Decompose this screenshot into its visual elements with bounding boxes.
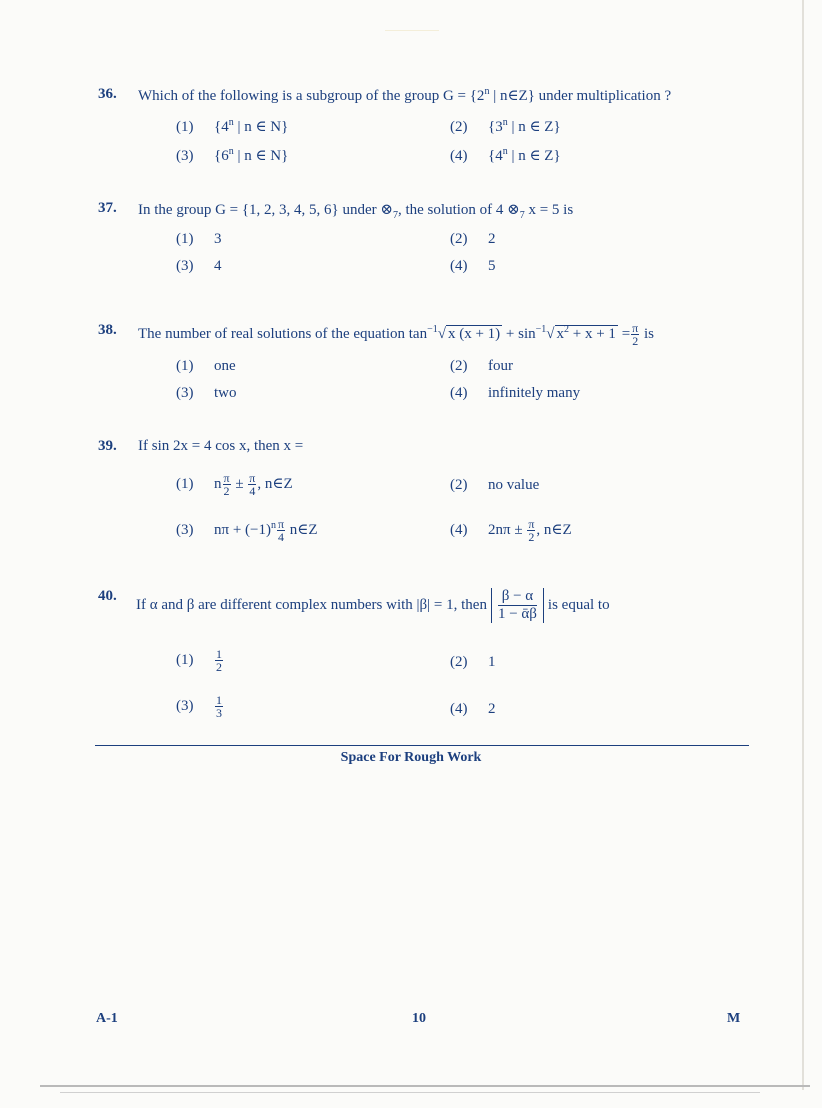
question-number: 39. bbox=[98, 438, 117, 454]
question-text: In the group G = {1, 2, 3, 4, 5, 6} under $\otimes_7$, the solution of 4 $\otimes_7$ x = 5 is bbox=[138, 202, 574, 221]
question-number: 37. bbox=[98, 200, 117, 216]
abs-fraction: $\frac{\beta - \alpha}{\text{1 − ᾱβ}}$ bbox=[491, 588, 544, 623]
rough-work-label: Space For Rough Work bbox=[340, 750, 482, 765]
option-36-2[interactable]: (2) {3$^n$ | n ∈ Z} bbox=[450, 117, 561, 135]
header-mark: ........................... bbox=[385, 24, 439, 33]
option-36-3[interactable]: (3) {6$^n$ | n ∈ N} bbox=[176, 146, 289, 164]
page-edge-bottom-2 bbox=[60, 1092, 760, 1093]
footer-code: A-1 bbox=[96, 1011, 118, 1026]
page-edge-bottom bbox=[40, 1085, 810, 1087]
option-38-3[interactable]: (3) two bbox=[176, 385, 237, 401]
option-38-4[interactable]: (4) infinitely many bbox=[450, 385, 581, 401]
option-39-3[interactable]: (3) $n\pi + (-1)^n$ $\frac{\pi}{4}$ n∈Z bbox=[176, 517, 318, 544]
option-37-3[interactable]: (3) 4 bbox=[176, 258, 222, 274]
option-40-2[interactable]: (2) 1 bbox=[450, 654, 496, 670]
question-number: 38. bbox=[98, 322, 117, 338]
page-number: 10 bbox=[412, 1011, 426, 1026]
divider bbox=[95, 745, 749, 746]
option-40-4[interactable]: (4) 2 bbox=[450, 701, 496, 717]
option-39-2[interactable]: (2) no value bbox=[450, 477, 540, 493]
question-text: If sin 2x = 4 cos x, then x = bbox=[138, 438, 304, 454]
option-39-1[interactable]: (1) n $\frac{\pi}{2}$ ± $\frac{\pi}{4}$ , n∈Z bbox=[176, 471, 293, 498]
footer-series: M bbox=[727, 1011, 741, 1026]
option-38-2[interactable]: (2) four bbox=[450, 358, 513, 374]
option-36-4[interactable]: (4) {4$^n$ | n ∈ Z} bbox=[450, 146, 561, 164]
question-text: If α and β are different complex numbers with |β| = 1, then $\frac{\beta - \alpha}{\text{1 − ᾱβ}}$ is equal to bbox=[136, 588, 610, 622]
question-number: 40. bbox=[98, 588, 117, 604]
question-number: 36. bbox=[98, 86, 117, 102]
question-text: Which of the following is a subgroup of the group $G = \{2^n$ | n∈Z} under multiplication ? bbox=[138, 86, 672, 104]
option-37-2[interactable]: (2) 2 bbox=[450, 231, 496, 247]
option-40-1[interactable]: (1) $\frac{1}{2}$ bbox=[176, 647, 222, 674]
question-text: The number of real solutions of the equation $\tan^{-1}√$ x $(x + 1) + \sin^{-1}√$ $x^2 + x + 1$ = $\frac{\pi}{2}$ is bbox=[138, 321, 654, 348]
option-38-1[interactable]: (1) one bbox=[176, 358, 236, 374]
option-37-4[interactable]: (4) 5 bbox=[450, 258, 496, 274]
option-39-4[interactable]: (4) 2nπ ± $\frac{\pi}{2}$ , n∈Z bbox=[450, 517, 572, 544]
option-40-3[interactable]: (3) $\frac{1}{3}$ bbox=[176, 693, 222, 720]
option-37-1[interactable]: (1) 3 bbox=[176, 231, 222, 247]
page-edge bbox=[802, 0, 804, 1090]
option-36-1[interactable]: (1) {4$^n$ | n ∈ N} bbox=[176, 117, 289, 135]
